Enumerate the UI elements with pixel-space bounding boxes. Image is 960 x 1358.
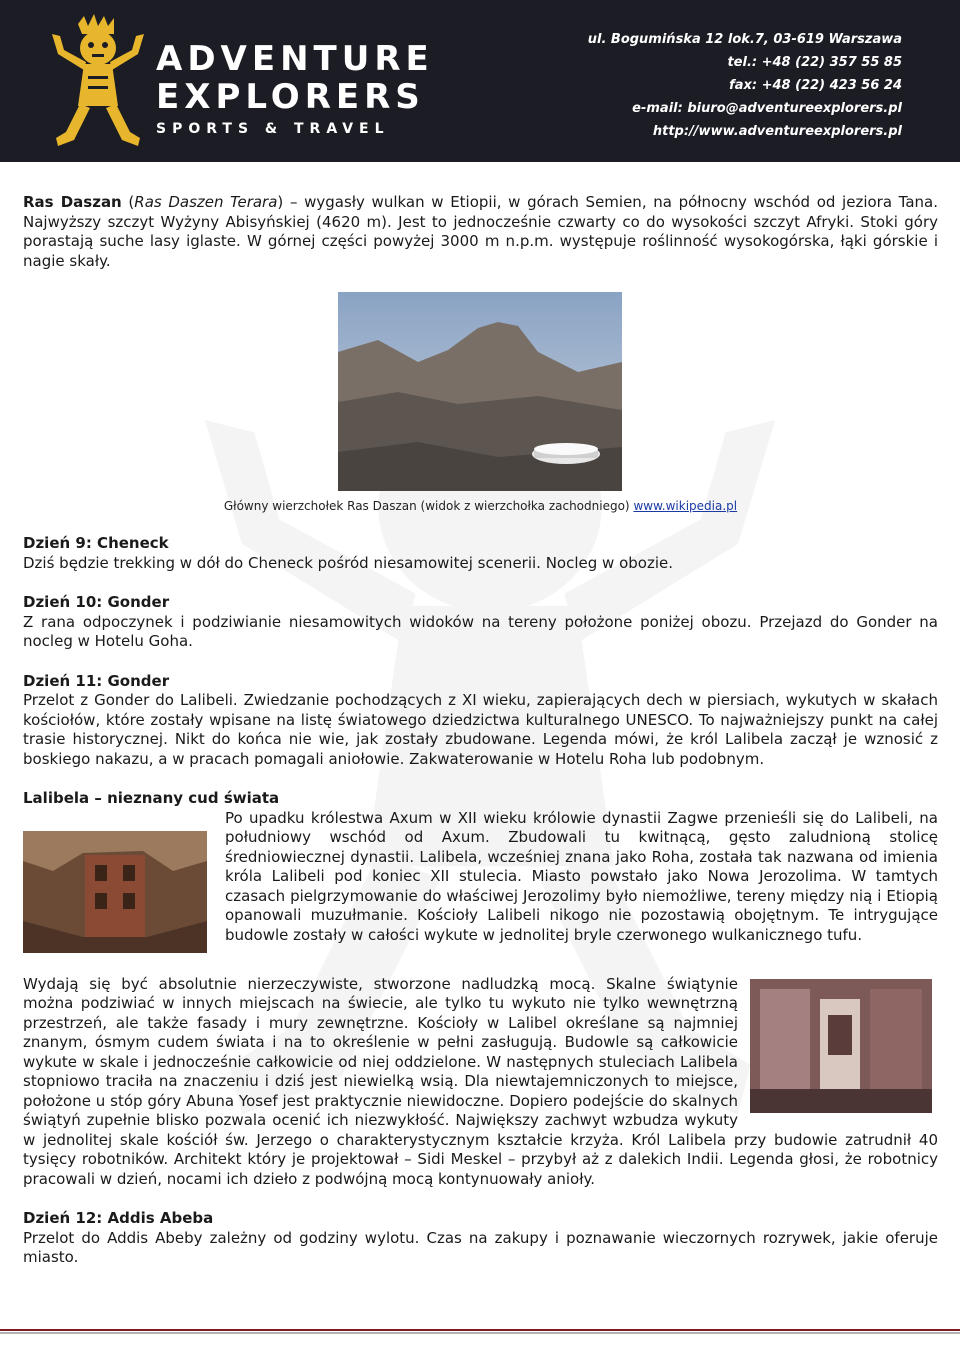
brand-tagline: SPORTS & TRAVEL: [156, 121, 390, 137]
fax: fax: +48 (22) 423 56 24: [729, 78, 902, 93]
day10-text: Z rana odpoczynek i podziwianie niesamowitych widoków na tereny położone poniżej obozu. Przejazd do Gonder na nocleg w Hotelu Goha.: [23, 612, 938, 650]
lalibela-interior-photo: [750, 979, 932, 1113]
caption-text: Główny wierzchołek Ras Daszan (widok z wierzchołka zachodniego): [223, 499, 630, 513]
lalibela-church-photo: [23, 831, 207, 953]
intro-paragraph: Ras Daszan (Ras Daszen Terara) – wygasły wulkan w Etiopii, w górach Semien, na północny wschód od jeziora Tana. Najwyższy szczyt Wyżyny Abisyńskiej (4620 m). Jest to jednocześnie czwarty co do wysokości szczyt Afryki. Stoki góry porastają suche lasy iglaste. W górnej części powyżej 3000 m n.p.m. występuje roślinność wysokogórska, łąki górskie i nagie skały.: [23, 193, 939, 270]
lalibela-title: Lalibela – nieznany cud świata: [23, 789, 280, 807]
day10-title: Dzień 10: Gonder: [23, 593, 170, 611]
ras-daszan-photo: [338, 292, 622, 491]
day11-text: Przelot z Gonder do Lalibeli. Zwiedzanie pochodzących z XI wieku, zapierających dech w piersiach, wykutych w skałach kościołów, które zostały wpisane na listę światowego dziedzictwa kulturalnego UNESCO. To najważniejszy punkt na całej trasie historycznej. Nikt do końca nie wie, jak zostały zbudowane. Legenda mówi, że król Lalibela zaczął je wznosić z boskiego nakazu, a w pracach pomagali aniołowie. Zakwaterowanie w Hotelu Roha lub podobnym.: [23, 691, 938, 768]
telephone: tel.: +48 (22) 357 55 85: [727, 55, 902, 70]
intro-text: – wygasły wulkan w Etiopii, w górach Semien, na północny wschód od jeziora Tana. Najwyższy szczyt Wyżyny Abisyńskiej (4620 m). Jest to jednocześnie czwarty co do wysokości szczyt Afryki. Stoki góry porastają suche lasy iglaste. W górnej części powyżej 3000 m n.p.m. występuje roślinność wysokogórska, łąki górskie i nagie skały.: [23, 193, 939, 270]
figure-caption: [23, 498, 938, 514]
intro-name-bold: Ras Daszan: [23, 193, 122, 211]
intro-name-italic: Ras Daszen Terara: [134, 193, 278, 211]
brand-line-explorers: EXPLORERS: [156, 77, 425, 117]
day11-title: Dzień 11: Gonder: [23, 671, 170, 690]
page-header: [0, 0, 960, 162]
contact-info: [588, 28, 902, 143]
email[interactable]: e-mail: biuro@adventureexplorers.pl: [632, 101, 902, 116]
lalibela-paragraph-1: Po upadku królestwa Axum w XII wieku królowie dynastii Zagwe przenieśli się do Lalibeli, na południowy wschód od Axum. Zbudowali tu kwitnącą, gęsto zaludnioną stolicę średniowiecznej dynastii. Lalibela, wcześniej znana jako Roha, została tak nazwana od imienia króla Lalibeli pod koniec XII stulecia. Miasto powstało jako Nowa Jerozolima. W tamtych czasach pielgrzymowanie do właściwej Jerozolimy było niemożliwe, tereny między nią i Etiopią opanowali muzułmanie. Kościoły Lalibeli nikogo nie pozostawią obojętnym. Te intrygujące budowle zostały w całości wykute w jednolitej bryle czerwonego wulkanicznego tufu.: [225, 808, 938, 944]
brand-name: [156, 40, 434, 140]
address: ul. Bogumińska 12 lok.7, 03-619 Warszawa: [587, 32, 902, 47]
day12-title: Dzień 12: Addis Abeba: [23, 1209, 214, 1227]
footer-divider: [0, 1329, 960, 1331]
wikipedia-link[interactable]: www.wikipedia.pl: [633, 499, 738, 513]
website-link[interactable]: http://www.adventureexplorers.pl: [652, 124, 902, 139]
document-body: [23, 193, 938, 1268]
tribal-figure-logo-icon: [48, 14, 148, 154]
day12-text: Przelot do Addis Abeby zależny od godziny wylotu. Czas na zakupy i poznawanie wieczornych rozrywek, jakie oferuje miasto.: [23, 1228, 938, 1266]
day9-text: Dziś będzie trekking w dół do Cheneck pośród niesamowitej scenerii. Nocleg w obozie.: [23, 553, 673, 572]
lalibela-paragraph-2: Wydają się być absolutnie nierzeczywiste, stworzone nadludzką mocą. Skalne świątynie można podziwiać w innych miejscach na świecie, ale tylko tu wykuto nie tylko wewnętrzną przestrzeń, ale także fasady i mury zewnętrzne. Kościoły w Lalibel określane są najmniej znanym, ósmym cudem świata i na to określenie w pełni zasługują. Budowle są całkowicie wykute w skale i jednocześnie całkowicie od niej oddzielone. W następnych stuleciach Lalibela stopniowo traciła na znaczeniu i dziś jest niewielką wsią. Dla niewtajemniczonych to miejsce, położone u stóp góry Abuna Yosef jest praktycznie niewidoczne. Dopiero podejście do skalnych świątyń zupełnie blisko pozwala ocenić ich niezwykłość. Największy zachwyt wzbudza wykuty w jednolitej skale kościół św. Jerzego o charakterystycznym kształcie krzyża. Król Lalibela przy budowie zatrudnił 40 tysięcy robotników. Architekt który je projektował – Sidi Meskel – przybył aż z dalekich Indii. Legenda głosi, że robotnicy pracowali w dzień, nocami ich dzieło z podwójną mocą kontynuowały anioły.: [23, 974, 938, 1188]
day9-title: Dzień 9: Cheneck: [23, 534, 169, 552]
brand-line-adventure: ADVENTURE: [156, 39, 434, 79]
footer-divider-shadow: [0, 1332, 960, 1334]
